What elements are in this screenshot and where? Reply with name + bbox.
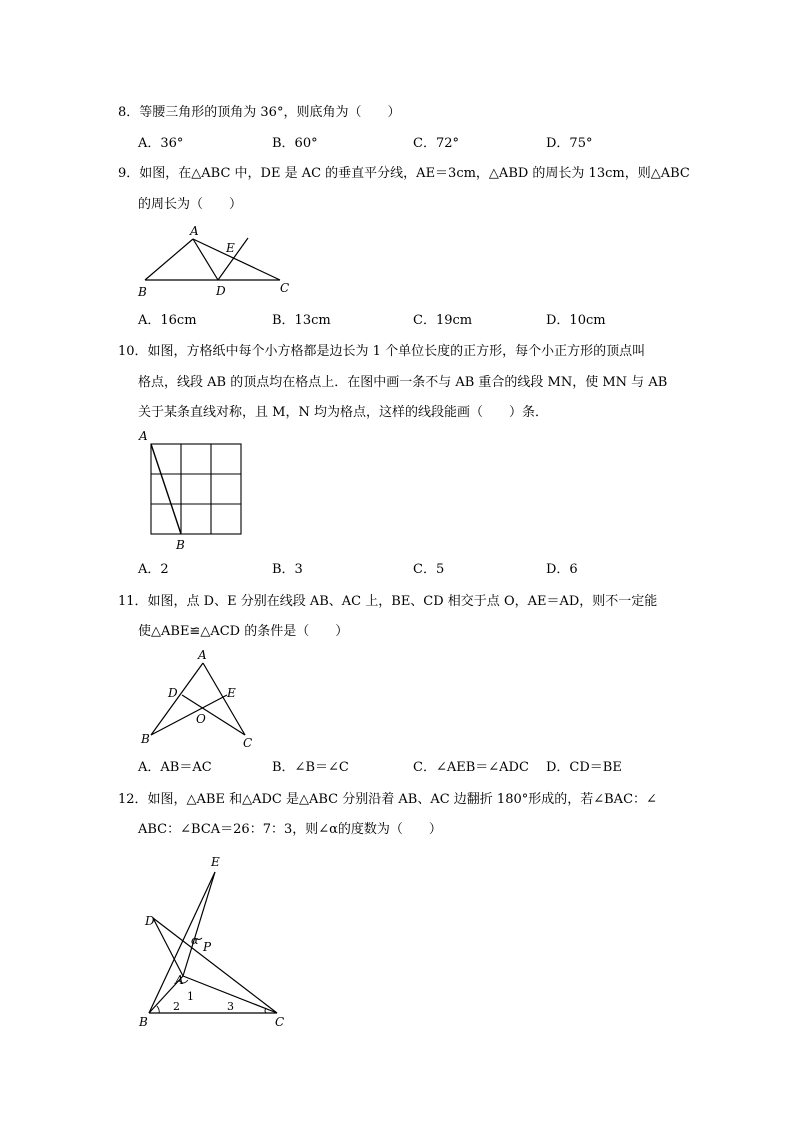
q12-label-angle-3: 3 bbox=[227, 1000, 234, 1013]
q11-figure bbox=[135, 645, 265, 750]
q10-stem-line3: 关于某条直线对称，且 M，N 均为格点，这样的线段能画（ ）条． bbox=[138, 405, 548, 420]
q12-label-d: D bbox=[145, 914, 155, 928]
q8-option-a: A．36° bbox=[138, 136, 184, 151]
q8-stem: 8．等腰三角形的顶角为 36°，则底角为（ ） bbox=[118, 105, 401, 120]
q11-label-a: A bbox=[198, 648, 207, 662]
q9-stem-line2: 的周长为（ ） bbox=[138, 197, 243, 212]
q11-label-c: C bbox=[243, 736, 253, 750]
q11-option-a: A．AB＝AC bbox=[138, 760, 212, 775]
q10-option-a: A．2 bbox=[138, 562, 169, 577]
q12-stem-line1: 12．如图，△ABE 和△ADC 是△ABC 分别沿着 AB、AC 边翻折 180°形成的，若∠BAC：∠ bbox=[118, 792, 657, 807]
q9-option-c: C．19cm bbox=[413, 313, 473, 328]
q10-label-b: B bbox=[176, 538, 185, 552]
q12-angle-2-arc bbox=[157, 1006, 159, 1013]
q11-segment-cd bbox=[182, 695, 245, 735]
q10-option-b: B．3 bbox=[272, 562, 303, 577]
q11-option-d: D．CD＝BE bbox=[546, 760, 622, 775]
q10-stem-line2: 格点，线段 AB 的顶点均在格点上．在图中画一条不与 AB 重合的线段 MN，使 MN 与 AB bbox=[138, 375, 668, 390]
q9-label-c: C bbox=[280, 281, 290, 295]
q11-label-d: D bbox=[168, 686, 178, 700]
q10-option-d: D．6 bbox=[546, 562, 578, 577]
q12-label-angle-2: 2 bbox=[173, 1000, 180, 1013]
q9-option-b: B．13cm bbox=[272, 313, 331, 328]
q12-label-p: P bbox=[203, 940, 212, 954]
q12-label-angle-1: 1 bbox=[187, 990, 194, 1003]
q9-label-b: B bbox=[138, 285, 147, 299]
q11-stem-line1: 11．如图，点 D、E 分别在线段 AB、AC 上，BE、CD 相交于点 O，AE＝AD，则不一定能 bbox=[118, 594, 658, 609]
q9-figure bbox=[130, 220, 300, 300]
q12-label-b: B bbox=[139, 1015, 148, 1029]
q9-option-a: A．16cm bbox=[138, 313, 197, 328]
q12-figure bbox=[135, 848, 305, 1028]
q10-option-c: C．5 bbox=[413, 562, 445, 577]
q11-segment-ac bbox=[203, 663, 245, 735]
q12-angle-3-arc bbox=[265, 1008, 266, 1013]
q12-label-a: A bbox=[175, 973, 184, 987]
q9-label-d: D bbox=[216, 284, 226, 298]
q8-option-d: D．75° bbox=[546, 136, 593, 151]
q9-label-a: A bbox=[190, 224, 199, 238]
q8-option-c: C．72° bbox=[413, 136, 459, 151]
q9-stem-line1: 9．如图，在△ABC 中，DE 是 AC 的垂直平分线，AE＝3cm，△ABD 的周长为 13cm，则△ABC bbox=[118, 166, 690, 181]
q10-grid-figure bbox=[135, 428, 255, 554]
q10-label-a: A bbox=[139, 429, 148, 443]
q12-stem-line2: ABC：∠BCA＝26：7：3，则∠α的度数为（ ） bbox=[138, 822, 442, 837]
q12-label-alpha: α bbox=[191, 934, 199, 947]
q11-label-b: B bbox=[141, 732, 150, 746]
q9-option-d: D．10cm bbox=[546, 313, 606, 328]
q12-label-e: E bbox=[211, 855, 220, 869]
q10-segment-ab bbox=[151, 444, 181, 534]
q11-stem-line2: 使△ABE≌△ACD 的条件是（ ） bbox=[138, 624, 349, 639]
q11-segment-be bbox=[151, 695, 227, 735]
q12-label-c: C bbox=[275, 1015, 285, 1029]
q12-segment-ae bbox=[183, 872, 215, 976]
q11-label-o: O bbox=[196, 712, 206, 726]
q11-option-b: B．∠B＝∠C bbox=[272, 760, 349, 775]
q8-option-b: B．60° bbox=[272, 136, 318, 151]
q12-segment-da bbox=[153, 918, 183, 976]
q9-label-e: E bbox=[226, 241, 235, 255]
q10-stem-line1: 10．如图，方格纸中每个小方格都是边长为 1 个单位长度的正方形，每个小正方形的顶点叫 bbox=[118, 344, 646, 359]
q11-label-e: E bbox=[227, 686, 236, 700]
q11-option-c: C．∠AEB＝∠ADC bbox=[413, 760, 529, 775]
q9-segment-ab bbox=[145, 239, 193, 280]
